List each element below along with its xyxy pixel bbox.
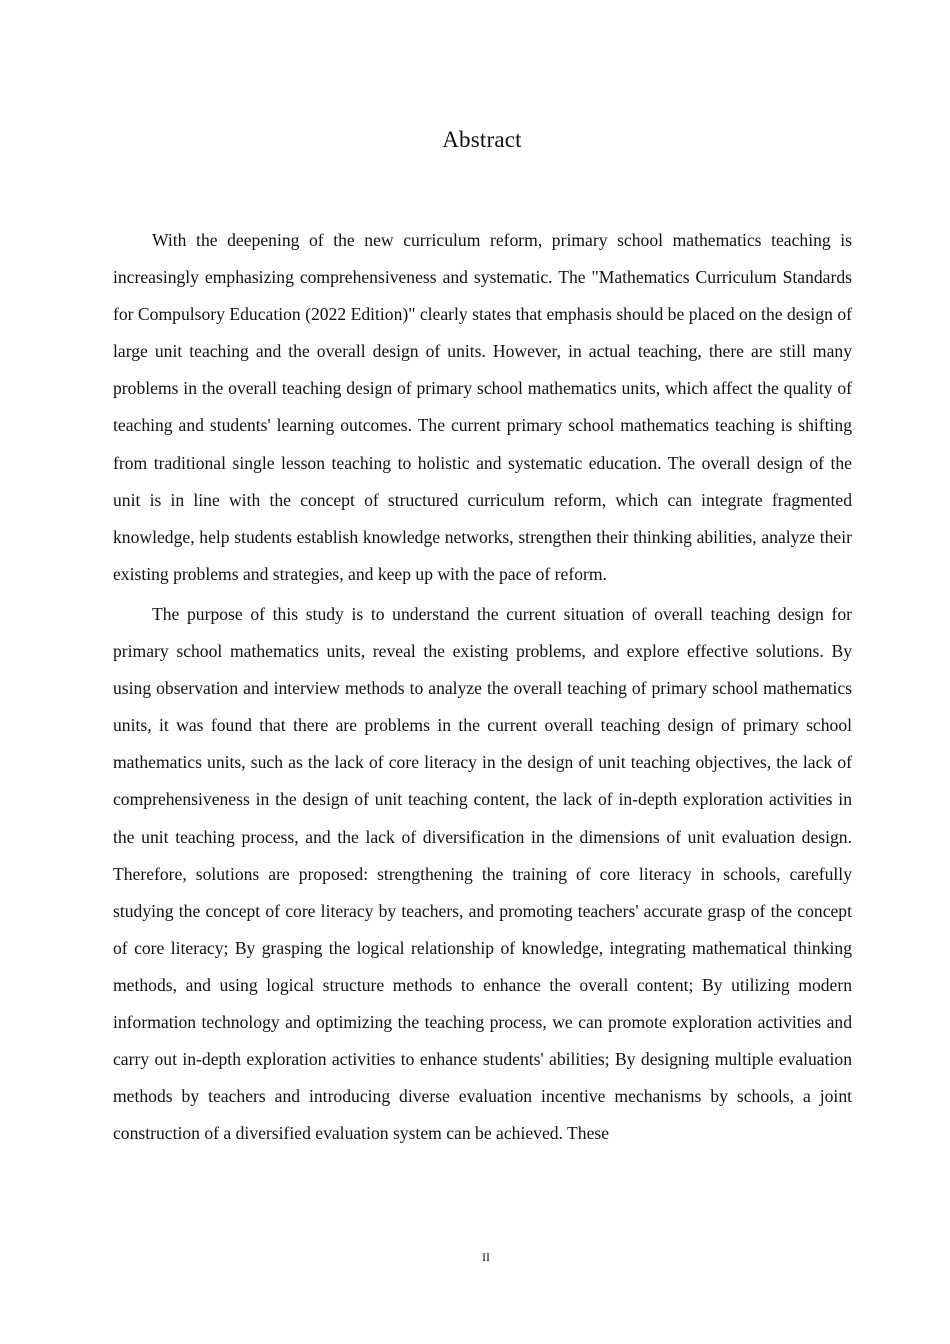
abstract-paragraph-2: The purpose of this study is to understand the current situation of overall teaching design for primary school mathematics units, reveal the existing problems, and explore effective solutions. By using observation and interview methods to analyze the overall teaching of primary school mathematics units, it was found that there are problems in the current overall teaching design of primary school mathematics units, such as the lack of core literacy in the design of unit teaching objectives, the lack of comprehensiveness in the design of unit teaching content, the lack of in-depth exploration activities in the unit teaching process, and the lack of diversification in the dimensions of unit evaluation design. Therefore, solutions are proposed: strengthening the training of core literacy in schools, carefully studying the concept of core literacy by teachers, and promoting teachers' accurate grasp of the concept of core literacy; By grasping the logical relationship of knowledge, integrating mathematical thinking methods, and using logical structure methods to enhance the overall content; By utilizing modern information technology and optimizing the teaching process, we can promote exploration activities and carry out in-depth exploration activities to enhance students' abilities; By designing multiple evaluation methods by teachers and introducing diverse evaluation incentive mechanisms by schools, a joint construction of a diversified evaluation system can be achieved. These [113, 603, 852, 1144]
page-title: Abstract [442, 127, 522, 152]
abstract-body [113, 222, 852, 1152]
page-number: II [482, 1250, 490, 1264]
abstract-paragraph-1: With the deepening of the new curriculum reform, primary school mathematics teaching is increasingly emphasizing comprehensiveness and systematic. The "Mathematics Curriculum Standards for Compulsory Education (2022 Edition)" clearly states that emphasis should be placed on the design of large unit teaching and the overall design of units. However, in actual teaching, there are still many problems in the overall teaching design of primary school mathematics units, which affect the quality of teaching and students' learning outcomes. The current primary school mathematics teaching is shifting from traditional single lesson teaching to holistic and systematic education. The overall design of the unit is in line with the concept of structured curriculum reform, which can integrate fragmented knowledge, help students establish knowledge networks, strengthen their thinking abilities, analyze their existing problems and strategies, and keep up with the pace of reform. [113, 230, 852, 584]
